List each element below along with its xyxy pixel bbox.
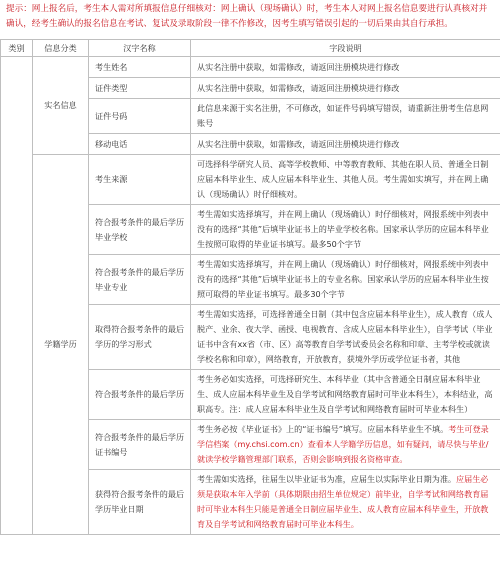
notice-text: 提示：网上报名后，考生本人需对所填报信息仔细核对：网上确认（现场确认）时，考生本人对网上报名信息要进行认真核对并确认，经考生确认的报名信息在考试、复试及录取阶段一律不作修改，因考生填写错误引起的一切后果由其自行承担。 <box>6 4 488 29</box>
field-name: 符合报考条件的最后学历 <box>89 370 191 420</box>
table-row <box>1 155 500 205</box>
header-info-class: 信息分类 <box>33 40 89 57</box>
field-desc-warning: 考生可登录学信档案（my.chsi.com.cn）查看本人学籍学历信息，如有疑问，请尽快与毕业/就读学校学籍管理部门联系，否则会影响到报名资格审查。 <box>197 424 489 464</box>
field-name: 考生姓名 <box>89 57 191 78</box>
field-desc: 此信息来源于实名注册，不可修改，如证件号码填写错误，请重新注册考生信息网账号 <box>191 99 500 134</box>
registration-fields-table <box>0 39 500 535</box>
table-row <box>1 57 500 78</box>
field-name: 证件号码 <box>89 99 191 134</box>
header-category: 类别 <box>1 40 33 57</box>
field-name: 符合报考条件的最后学历证书编号 <box>89 420 191 470</box>
field-desc-plain: 考生需如实选择，往届生以毕业证书为准，应届生以实际毕业日期为准。 <box>197 474 457 484</box>
header-field-name: 汉字名称 <box>89 40 191 57</box>
header-field-desc: 字段说明 <box>191 40 500 57</box>
field-name: 取得符合报考条件的最后学历的学习形式 <box>89 305 191 370</box>
field-name: 移动电话 <box>89 134 191 155</box>
field-name: 获得符合报考条件的最后学历毕业日期 <box>89 470 191 535</box>
category-cell <box>1 57 33 535</box>
field-desc: 考生需如实选择填写，并在网上确认（现场确认）时仔细核对，网报系统中列表中没有的选择“其他”后填毕业证书上的专业名称。国家承认学历的应届本科毕业生按照可取得的毕业证书填写。最多30个字节 <box>191 255 500 305</box>
field-desc: 考生务必如实选择，可选择研究生、本科毕业（其中含普通全日制应届本科毕业生、成人应届本科毕业生及自学考试和网络教育届时可毕业本科生），本科结业，高职高专。注：成人应届本科毕业生及自学考试和网络教育届时可毕业本科生） <box>191 370 500 420</box>
field-name: 考生来源 <box>89 155 191 205</box>
field-name: 符合报考条件的最后学历毕业学校 <box>89 205 191 255</box>
field-desc: 考生需如实选择，可选择普通全日制（其中包含应届本科毕业生），成人教育（成人脱产、业余、夜大学、函授、电视教育、含成人应届本科毕业生），自学考试（毕业证书中含有xx省（市、区）高等教育自学考试委员会名称和印章、主考学校或就读学校名称和印章），网络教育，开放教育，获境外学历或学位证书者，其他 <box>191 305 500 370</box>
field-desc-warning: 应届生必须是获取本年入学前（具体期限由招生单位规定）前毕业，自学考试和网络教育届时可毕业本科生只能是普通全日制应届毕业生、成人教育应届本科毕业生，开放教育及自学考试和网络教育届时可毕业本科生。 <box>197 474 489 529</box>
field-desc: 从实名注册中获取，如需修改，请返回注册模块进行修改 <box>191 134 500 155</box>
field-desc: 从实名注册中获取，如需修改，请返回注册模块进行修改 <box>191 78 500 99</box>
field-desc: 从实名注册中获取，如需修改，请返回注册模块进行修改 <box>191 57 500 78</box>
table-header-row <box>1 40 500 57</box>
field-desc: 可选择科学研究人员、高等学校教师、中等教育教师、其他在职人员、普通全日制应届本科毕业生、成人应届本科毕业生、其他人员。考生需如实填写，并在网上确认（现场确认）时仔细核对。 <box>191 155 500 205</box>
field-name: 符合报考条件的最后学历毕业专业 <box>89 255 191 305</box>
field-name: 证件类型 <box>89 78 191 99</box>
field-desc: 考生需如实选择填写，并在网上确认（现场确认）时仔细核对，网报系统中列表中没有的选择“其他”后填毕业证书上的毕业学校名称。国家承认学历的应届本科毕业生按照可取得的毕业证书填写。最多50个字节 <box>191 205 500 255</box>
group-label-education: 学籍学历 <box>33 155 89 535</box>
field-desc <box>191 470 500 535</box>
field-desc-plain: 考生务必按《毕业证书》上的“证书编号”填写。应届本科毕业生不填。 <box>197 424 449 434</box>
group-label-realname: 实名信息 <box>33 57 89 155</box>
field-desc <box>191 420 500 470</box>
